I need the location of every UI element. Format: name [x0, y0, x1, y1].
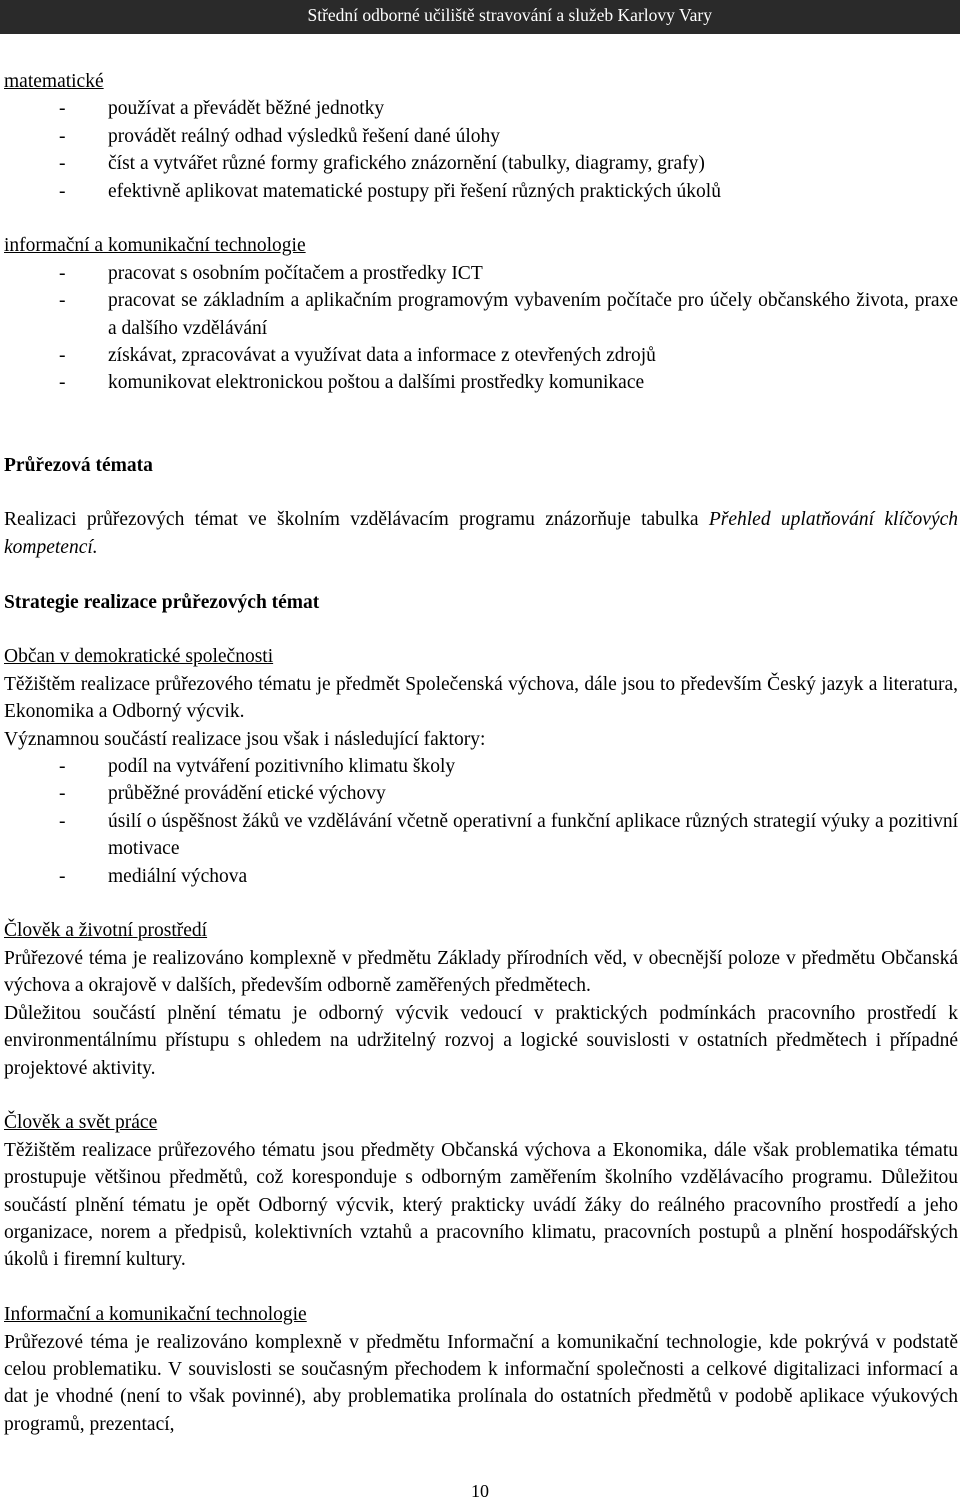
obcan-para2: Významnou součástí realizace jsou však i následující faktory:	[4, 728, 486, 750]
ict-heading: informační a komunikační technologie	[4, 235, 306, 257]
list-item: - číst a vytvářet různé formy grafického znázornění (tabulky, diagramy, grafy)	[4, 150, 958, 177]
list-item: - pracovat se základním a aplikačním programovým vybavením počítače pro účely občanského života, praxe a dalšího vzdělávání	[4, 287, 958, 342]
ikt2-heading: Informační a komunikační technologie	[4, 1304, 307, 1326]
list-item: - průběžné provádění etické výchovy	[4, 780, 958, 807]
list-item: - úsilí o úspěšnost žáků ve vzdělávání včetně operativní a funkční aplikace různých strategií výuky a pozitivní motivace	[4, 808, 958, 863]
math-list	[4, 95, 958, 205]
prurezova-text-italic: Přehled uplatňování klíčových kompetencí.	[4, 509, 959, 558]
list-item: - získávat, zpracovávat a využívat data a informace z otevřených zdrojů	[4, 342, 958, 369]
list-item: - efektivně aplikovat matematické postupy při řešení různých praktických úkolů	[4, 178, 958, 205]
prurezova-text	[4, 506, 958, 561]
strategie-heading: Strategie realizace průřezových témat	[4, 591, 320, 613]
obcan-para1: Těžištěm realizace průřezového tématu je předmět Společenská výchova, dále jsou to především Český jazyk a literatura, Ekonomika a Odborný výcvik.	[4, 673, 958, 723]
svet-prace-heading: Člověk a svět práce	[4, 1112, 158, 1134]
header-title: Střední odborné učiliště stravování a služeb Karlovy Vary	[307, 5, 712, 25]
list-item: - komunikovat elektronickou poštou a dalšími prostředky komunikace	[4, 369, 958, 396]
list-item: - mediální výchova	[4, 863, 958, 890]
prurezova-text-start: Realizaci průřezových témat ve školním vzdělávacím programu znázorňuje tabulka	[4, 509, 709, 531]
page-header	[0, 0, 960, 34]
ikt2-para1: Průřezové téma je realizováno komplexně v předmětu Informační a komunikační technologie, kde pokrývá v podstatě celou problematiku. V souvislosti se současným přechodem k informační společnosti a celkové digitalizaci informací a dat je vhodné (není to však povinné), aby problematika prolínala do ostatních předmětů v podobě aplikace výukových programů, prezentací,	[4, 1331, 958, 1435]
page-number: 10	[471, 1481, 489, 1501]
prostredi-para1: Průřezové téma je realizováno komplexně v předmětu Základy přírodních věd, v obecnější poloze v předmětu Občanská výchova a okrajově v dalších, především odborně zaměřených předmětech.	[4, 947, 958, 997]
prostredi-para2: Důležitou součástí plnění tématu je odborný výcvik vedoucí v praktických podmínkách pracovního prostředí k environmentálnímu přístupu s ohledem na udržitelný rozvoj a logické souvislosti v ostatních předmětech i případné projektové aktivity.	[4, 1002, 958, 1079]
list-item: - pracovat s osobním počítačem a prostředky ICT	[4, 260, 958, 287]
obcan-list	[4, 753, 958, 890]
ict-list	[4, 260, 958, 397]
document-body	[4, 68, 958, 1438]
svet-prace-para1: Těžištěm realizace průřezového tématu jsou předměty Občanská výchova a Ekonomika, dále však problematika tématu prostupuje většinou předmětů, což koresponduje s odborným zaměřením školního vzdělávacího programu. Důležitou součástí plnění tématu je opět Odborný výcvik, který prakticky uvádí žáky do reálného pracovního prostředí a jeho organizace, norem a předpisů, kolektivních vztahů a pracovního klimatu, pracovních postupů a plnění hospodářských úkolů i firemní kultury.	[4, 1139, 958, 1271]
obcan-heading: Občan v demokratické společnosti	[4, 646, 274, 668]
prurezova-heading: Průřezová témata	[4, 454, 153, 476]
list-item: - používat a převádět běžné jednotky	[4, 95, 958, 122]
prostredi-heading: Člověk a životní prostředí	[4, 920, 208, 942]
math-heading: matematické	[4, 71, 104, 92]
list-item: - podíl na vytváření pozitivního klimatu školy	[4, 753, 958, 780]
list-item: - provádět reálný odhad výsledků řešení dané úlohy	[4, 123, 958, 150]
